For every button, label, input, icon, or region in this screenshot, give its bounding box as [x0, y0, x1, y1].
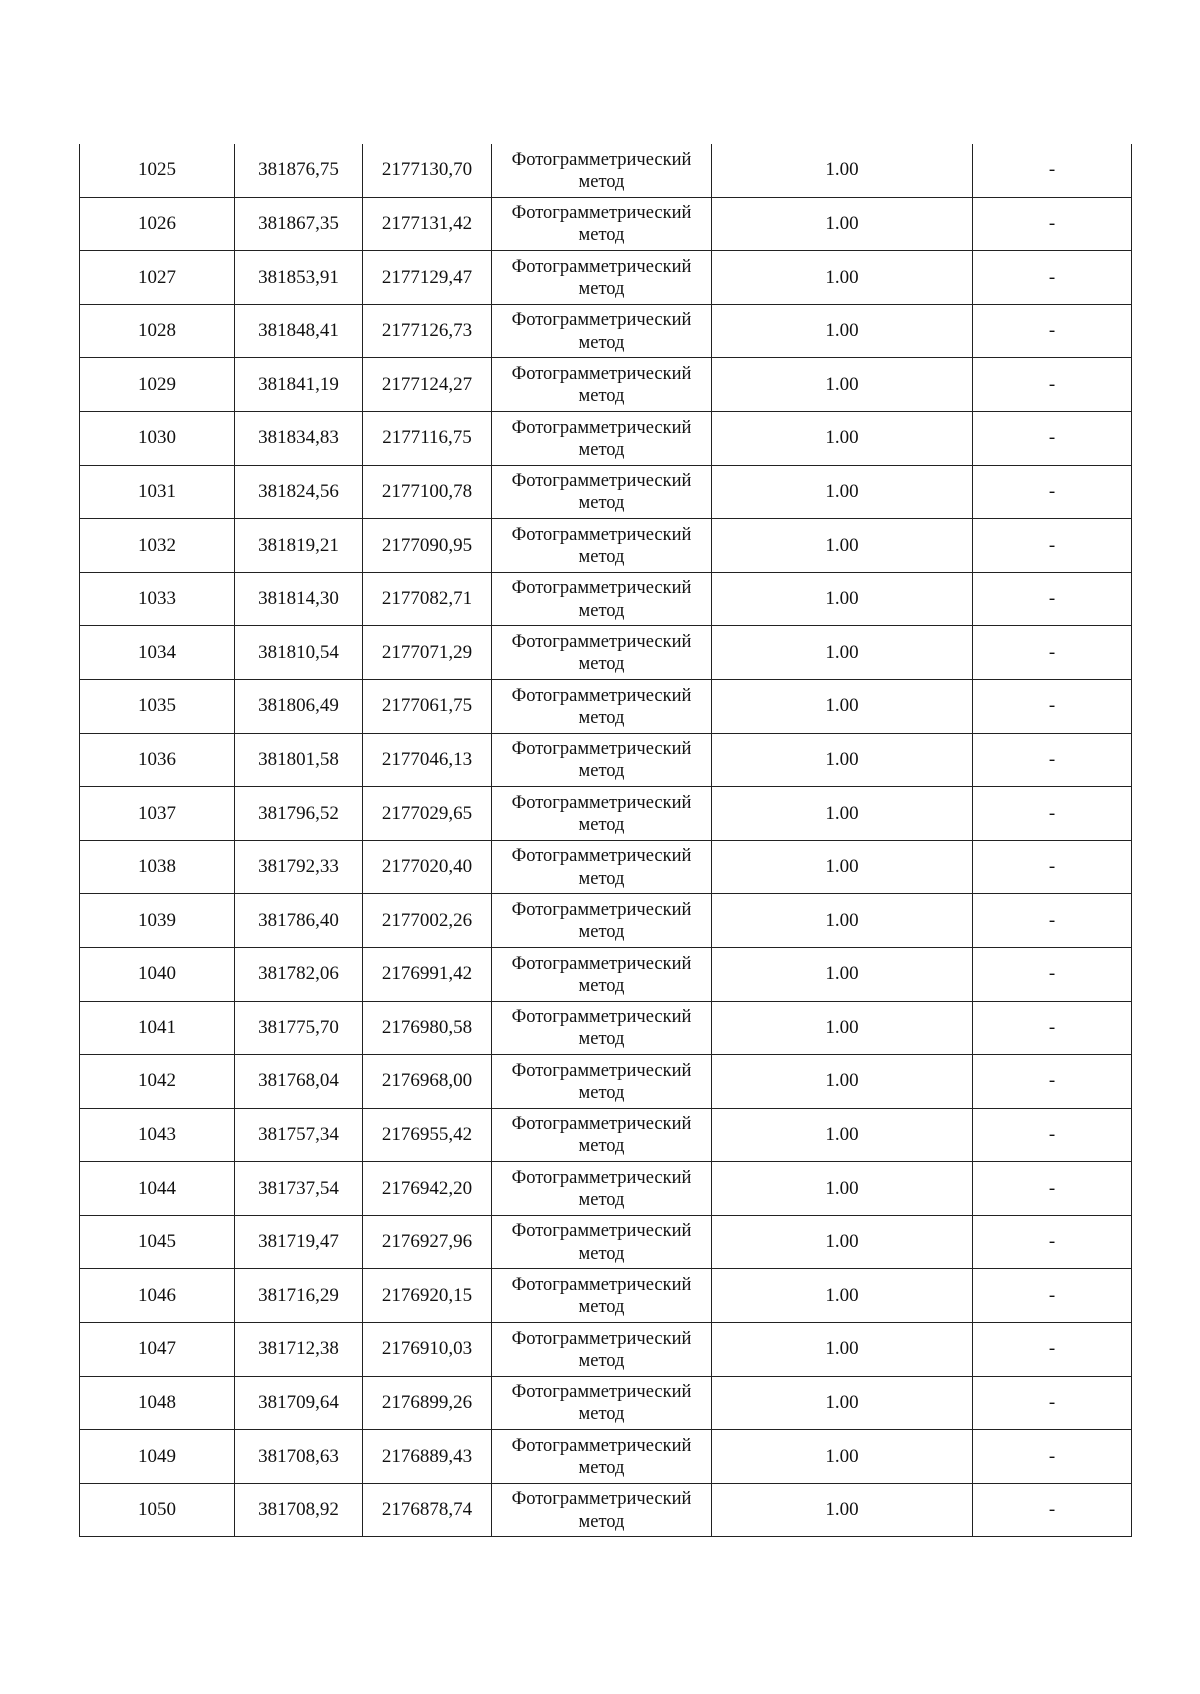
table-row	[80, 1055, 1132, 1109]
method-text-line1: Фотограмметрический	[511, 578, 692, 599]
x-coordinate-cell: 381801,58	[235, 733, 363, 787]
method-cell	[492, 572, 712, 626]
method-text-line1: Фотограмметрический	[511, 310, 692, 331]
table-row	[80, 1323, 1132, 1377]
table-row	[80, 1269, 1132, 1323]
x-coordinate-cell: 381819,21	[235, 519, 363, 573]
x-coordinate-cell: 381708,92	[235, 1483, 363, 1537]
x-coordinate-cell: 381719,47	[235, 1215, 363, 1269]
method-text-line1: Фотограмметрический	[511, 203, 692, 224]
y-coordinate-cell: 2177061,75	[363, 679, 492, 733]
method-text-line1: Фотограмметрический	[511, 1167, 692, 1188]
accuracy-cell: 1.00	[712, 197, 973, 251]
point-number-cell: 1044	[80, 1162, 235, 1216]
accuracy-cell: 1.00	[712, 626, 973, 680]
method-text-line1: Фотограмметрический	[511, 846, 692, 867]
point-number-cell: 1039	[80, 894, 235, 948]
note-cell: -	[973, 1108, 1132, 1162]
point-number-cell: 1048	[80, 1376, 235, 1430]
x-coordinate-cell: 381834,83	[235, 411, 363, 465]
method-text-line1: Фотограмметрический	[511, 1114, 692, 1135]
x-coordinate-cell: 381810,54	[235, 626, 363, 680]
method-cell	[492, 411, 712, 465]
method-text-line2: метод	[578, 1350, 625, 1371]
note-cell: -	[973, 411, 1132, 465]
method-cell	[492, 733, 712, 787]
accuracy-cell: 1.00	[712, 1483, 973, 1537]
method-text-line1: Фотограмметрический	[511, 256, 692, 277]
accuracy-cell: 1.00	[712, 572, 973, 626]
method-text-line1: Фотограмметрический	[511, 953, 692, 974]
x-coordinate-cell: 381737,54	[235, 1162, 363, 1216]
y-coordinate-cell: 2177130,70	[363, 144, 492, 197]
method-text-line2: метод	[578, 761, 625, 782]
y-coordinate-cell: 2177020,40	[363, 840, 492, 894]
note-cell: -	[973, 1323, 1132, 1377]
method-text-line1: Фотограмметрический	[511, 1221, 692, 1242]
note-cell: -	[973, 251, 1132, 305]
point-number-cell: 1032	[80, 519, 235, 573]
method-cell	[492, 626, 712, 680]
method-text-line1: Фотограмметрический	[511, 471, 692, 492]
x-coordinate-cell: 381867,35	[235, 197, 363, 251]
point-number-cell: 1038	[80, 840, 235, 894]
method-text-line1: Фотограмметрический	[511, 417, 692, 438]
method-text-line2: метод	[578, 600, 625, 621]
note-cell: -	[973, 1162, 1132, 1216]
method-text-line2: метод	[578, 546, 625, 567]
method-text-line2: метод	[578, 1458, 625, 1479]
method-cell	[492, 947, 712, 1001]
note-cell: -	[973, 1430, 1132, 1484]
table-row	[80, 1430, 1132, 1484]
x-coordinate-cell: 381814,30	[235, 572, 363, 626]
accuracy-cell: 1.00	[712, 1215, 973, 1269]
x-coordinate-cell: 381806,49	[235, 679, 363, 733]
table-row	[80, 411, 1132, 465]
x-coordinate-cell: 381824,56	[235, 465, 363, 519]
point-number-cell: 1026	[80, 197, 235, 251]
point-number-cell: 1041	[80, 1001, 235, 1055]
point-number-cell: 1031	[80, 465, 235, 519]
table-row	[80, 304, 1132, 358]
y-coordinate-cell: 2176910,03	[363, 1323, 492, 1377]
point-number-cell: 1043	[80, 1108, 235, 1162]
method-cell	[492, 1215, 712, 1269]
x-coordinate-cell: 381768,04	[235, 1055, 363, 1109]
method-text-line1: Фотограмметрический	[511, 1435, 692, 1456]
y-coordinate-cell: 2176942,20	[363, 1162, 492, 1216]
accuracy-cell: 1.00	[712, 465, 973, 519]
note-cell: -	[973, 304, 1132, 358]
table-row	[80, 733, 1132, 787]
accuracy-cell: 1.00	[712, 411, 973, 465]
method-text-line2: метод	[578, 386, 625, 407]
method-text-line2: метод	[578, 868, 625, 889]
note-cell: -	[973, 1376, 1132, 1430]
point-number-cell: 1046	[80, 1269, 235, 1323]
x-coordinate-cell: 381782,06	[235, 947, 363, 1001]
method-text-line2: метод	[578, 1029, 625, 1050]
table-row	[80, 679, 1132, 733]
x-coordinate-cell: 381841,19	[235, 358, 363, 412]
y-coordinate-cell: 2177046,13	[363, 733, 492, 787]
method-cell	[492, 840, 712, 894]
point-number-cell: 1045	[80, 1215, 235, 1269]
y-coordinate-cell: 2177100,78	[363, 465, 492, 519]
accuracy-cell: 1.00	[712, 1323, 973, 1377]
note-cell: -	[973, 197, 1132, 251]
y-coordinate-cell: 2177126,73	[363, 304, 492, 358]
point-number-cell: 1050	[80, 1483, 235, 1537]
method-text-line2: метод	[578, 225, 625, 246]
point-number-cell: 1025	[80, 144, 235, 197]
x-coordinate-cell: 381709,64	[235, 1376, 363, 1430]
accuracy-cell: 1.00	[712, 358, 973, 412]
method-text-line1: Фотограмметрический	[511, 1382, 692, 1403]
method-text-line2: метод	[578, 332, 625, 353]
accuracy-cell: 1.00	[712, 1162, 973, 1216]
note-cell: -	[973, 1001, 1132, 1055]
accuracy-cell: 1.00	[712, 787, 973, 841]
table-row	[80, 1376, 1132, 1430]
x-coordinate-cell: 381786,40	[235, 894, 363, 948]
table-row	[80, 1162, 1132, 1216]
method-cell	[492, 787, 712, 841]
table-row	[80, 787, 1132, 841]
y-coordinate-cell: 2176968,00	[363, 1055, 492, 1109]
point-number-cell: 1047	[80, 1323, 235, 1377]
y-coordinate-cell: 2176927,96	[363, 1215, 492, 1269]
method-cell	[492, 1162, 712, 1216]
y-coordinate-cell: 2177029,65	[363, 787, 492, 841]
method-cell	[492, 1376, 712, 1430]
y-coordinate-cell: 2177129,47	[363, 251, 492, 305]
y-coordinate-cell: 2177090,95	[363, 519, 492, 573]
point-number-cell: 1035	[80, 679, 235, 733]
y-coordinate-cell: 2177124,27	[363, 358, 492, 412]
method-text-line1: Фотограмметрический	[511, 792, 692, 813]
method-text-line1: Фотограмметрический	[511, 1328, 692, 1349]
table-row	[80, 251, 1132, 305]
point-number-cell: 1042	[80, 1055, 235, 1109]
method-cell	[492, 1483, 712, 1537]
method-cell	[492, 465, 712, 519]
method-cell	[492, 144, 712, 197]
method-text-line2: метод	[578, 1243, 625, 1264]
accuracy-cell: 1.00	[712, 1269, 973, 1323]
coordinates-table-body	[80, 144, 1132, 1537]
method-cell	[492, 1001, 712, 1055]
x-coordinate-cell: 381796,52	[235, 787, 363, 841]
method-cell	[492, 1108, 712, 1162]
y-coordinate-cell: 2176878,74	[363, 1483, 492, 1537]
note-cell: -	[973, 947, 1132, 1001]
point-number-cell: 1033	[80, 572, 235, 626]
y-coordinate-cell: 2177071,29	[363, 626, 492, 680]
note-cell: -	[973, 787, 1132, 841]
x-coordinate-cell: 381853,91	[235, 251, 363, 305]
note-cell: -	[973, 840, 1132, 894]
y-coordinate-cell: 2176991,42	[363, 947, 492, 1001]
table-row	[80, 840, 1132, 894]
method-cell	[492, 251, 712, 305]
method-cell	[492, 304, 712, 358]
method-text-line1: Фотограмметрический	[511, 685, 692, 706]
point-number-cell: 1034	[80, 626, 235, 680]
note-cell: -	[973, 1483, 1132, 1537]
method-text-line2: метод	[578, 278, 625, 299]
accuracy-cell: 1.00	[712, 251, 973, 305]
table-row	[80, 358, 1132, 412]
y-coordinate-cell: 2176980,58	[363, 1001, 492, 1055]
x-coordinate-cell: 381792,33	[235, 840, 363, 894]
method-cell	[492, 519, 712, 573]
x-coordinate-cell: 381848,41	[235, 304, 363, 358]
method-text-line2: метод	[578, 1511, 625, 1532]
method-text-line2: метод	[578, 707, 625, 728]
method-text-line2: метод	[578, 171, 625, 192]
point-number-cell: 1049	[80, 1430, 235, 1484]
method-text-line2: метод	[578, 922, 625, 943]
note-cell: -	[973, 894, 1132, 948]
method-text-line1: Фотограмметрический	[511, 899, 692, 920]
table-row	[80, 947, 1132, 1001]
method-cell	[492, 894, 712, 948]
note-cell: -	[973, 1055, 1132, 1109]
method-text-line2: метод	[578, 439, 625, 460]
table-row	[80, 519, 1132, 573]
method-text-line1: Фотограмметрический	[511, 1489, 692, 1510]
method-cell	[492, 1323, 712, 1377]
accuracy-cell: 1.00	[712, 1376, 973, 1430]
accuracy-cell: 1.00	[712, 733, 973, 787]
note-cell: -	[973, 733, 1132, 787]
x-coordinate-cell: 381708,63	[235, 1430, 363, 1484]
x-coordinate-cell: 381876,75	[235, 144, 363, 197]
method-text-line2: метод	[578, 1297, 625, 1318]
table-row	[80, 144, 1132, 197]
accuracy-cell: 1.00	[712, 679, 973, 733]
accuracy-cell: 1.00	[712, 519, 973, 573]
table-row	[80, 572, 1132, 626]
table-row	[80, 1215, 1132, 1269]
method-cell	[492, 679, 712, 733]
table-row	[80, 894, 1132, 948]
accuracy-cell: 1.00	[712, 304, 973, 358]
note-cell: -	[973, 1269, 1132, 1323]
method-text-line1: Фотограмметрический	[511, 149, 692, 170]
method-cell	[492, 1269, 712, 1323]
y-coordinate-cell: 2176899,26	[363, 1376, 492, 1430]
note-cell: -	[973, 679, 1132, 733]
x-coordinate-cell: 381757,34	[235, 1108, 363, 1162]
point-number-cell: 1040	[80, 947, 235, 1001]
note-cell: -	[973, 626, 1132, 680]
y-coordinate-cell: 2176955,42	[363, 1108, 492, 1162]
accuracy-cell: 1.00	[712, 144, 973, 197]
accuracy-cell: 1.00	[712, 1108, 973, 1162]
point-number-cell: 1030	[80, 411, 235, 465]
accuracy-cell: 1.00	[712, 894, 973, 948]
point-number-cell: 1029	[80, 358, 235, 412]
point-number-cell: 1028	[80, 304, 235, 358]
table-row	[80, 1108, 1132, 1162]
method-cell	[492, 1055, 712, 1109]
method-text-line2: метод	[578, 975, 625, 996]
table-row	[80, 197, 1132, 251]
table-row	[80, 1001, 1132, 1055]
note-cell: -	[973, 465, 1132, 519]
x-coordinate-cell: 381775,70	[235, 1001, 363, 1055]
method-text-line1: Фотограмметрический	[511, 631, 692, 652]
table-row	[80, 1483, 1132, 1537]
y-coordinate-cell: 2177002,26	[363, 894, 492, 948]
y-coordinate-cell: 2176920,15	[363, 1269, 492, 1323]
note-cell: -	[973, 519, 1132, 573]
y-coordinate-cell: 2177116,75	[363, 411, 492, 465]
method-text-line2: метод	[578, 654, 625, 675]
accuracy-cell: 1.00	[712, 947, 973, 1001]
method-text-line1: Фотограмметрический	[511, 1007, 692, 1028]
accuracy-cell: 1.00	[712, 1001, 973, 1055]
method-text-line1: Фотограмметрический	[511, 363, 692, 384]
method-text-line2: метод	[578, 1190, 625, 1211]
point-number-cell: 1027	[80, 251, 235, 305]
note-cell: -	[973, 572, 1132, 626]
method-text-line2: метод	[578, 1136, 625, 1157]
method-text-line1: Фотограмметрический	[511, 1060, 692, 1081]
note-cell: -	[973, 144, 1132, 197]
method-text-line2: метод	[578, 493, 625, 514]
accuracy-cell: 1.00	[712, 840, 973, 894]
point-number-cell: 1037	[80, 787, 235, 841]
accuracy-cell: 1.00	[712, 1055, 973, 1109]
method-text-line1: Фотограмметрический	[511, 524, 692, 545]
y-coordinate-cell: 2177131,42	[363, 197, 492, 251]
method-text-line1: Фотограмметрический	[511, 739, 692, 760]
method-cell	[492, 358, 712, 412]
method-text-line2: метод	[578, 1082, 625, 1103]
x-coordinate-cell: 381716,29	[235, 1269, 363, 1323]
method-text-line1: Фотограмметрический	[511, 1275, 692, 1296]
coordinates-table	[79, 144, 1132, 1537]
note-cell: -	[973, 358, 1132, 412]
method-text-line2: метод	[578, 814, 625, 835]
method-text-line2: метод	[578, 1404, 625, 1425]
table-row	[80, 626, 1132, 680]
x-coordinate-cell: 381712,38	[235, 1323, 363, 1377]
y-coordinate-cell: 2177082,71	[363, 572, 492, 626]
y-coordinate-cell: 2176889,43	[363, 1430, 492, 1484]
note-cell: -	[973, 1215, 1132, 1269]
method-cell	[492, 1430, 712, 1484]
table-row	[80, 465, 1132, 519]
accuracy-cell: 1.00	[712, 1430, 973, 1484]
point-number-cell: 1036	[80, 733, 235, 787]
method-cell	[492, 197, 712, 251]
